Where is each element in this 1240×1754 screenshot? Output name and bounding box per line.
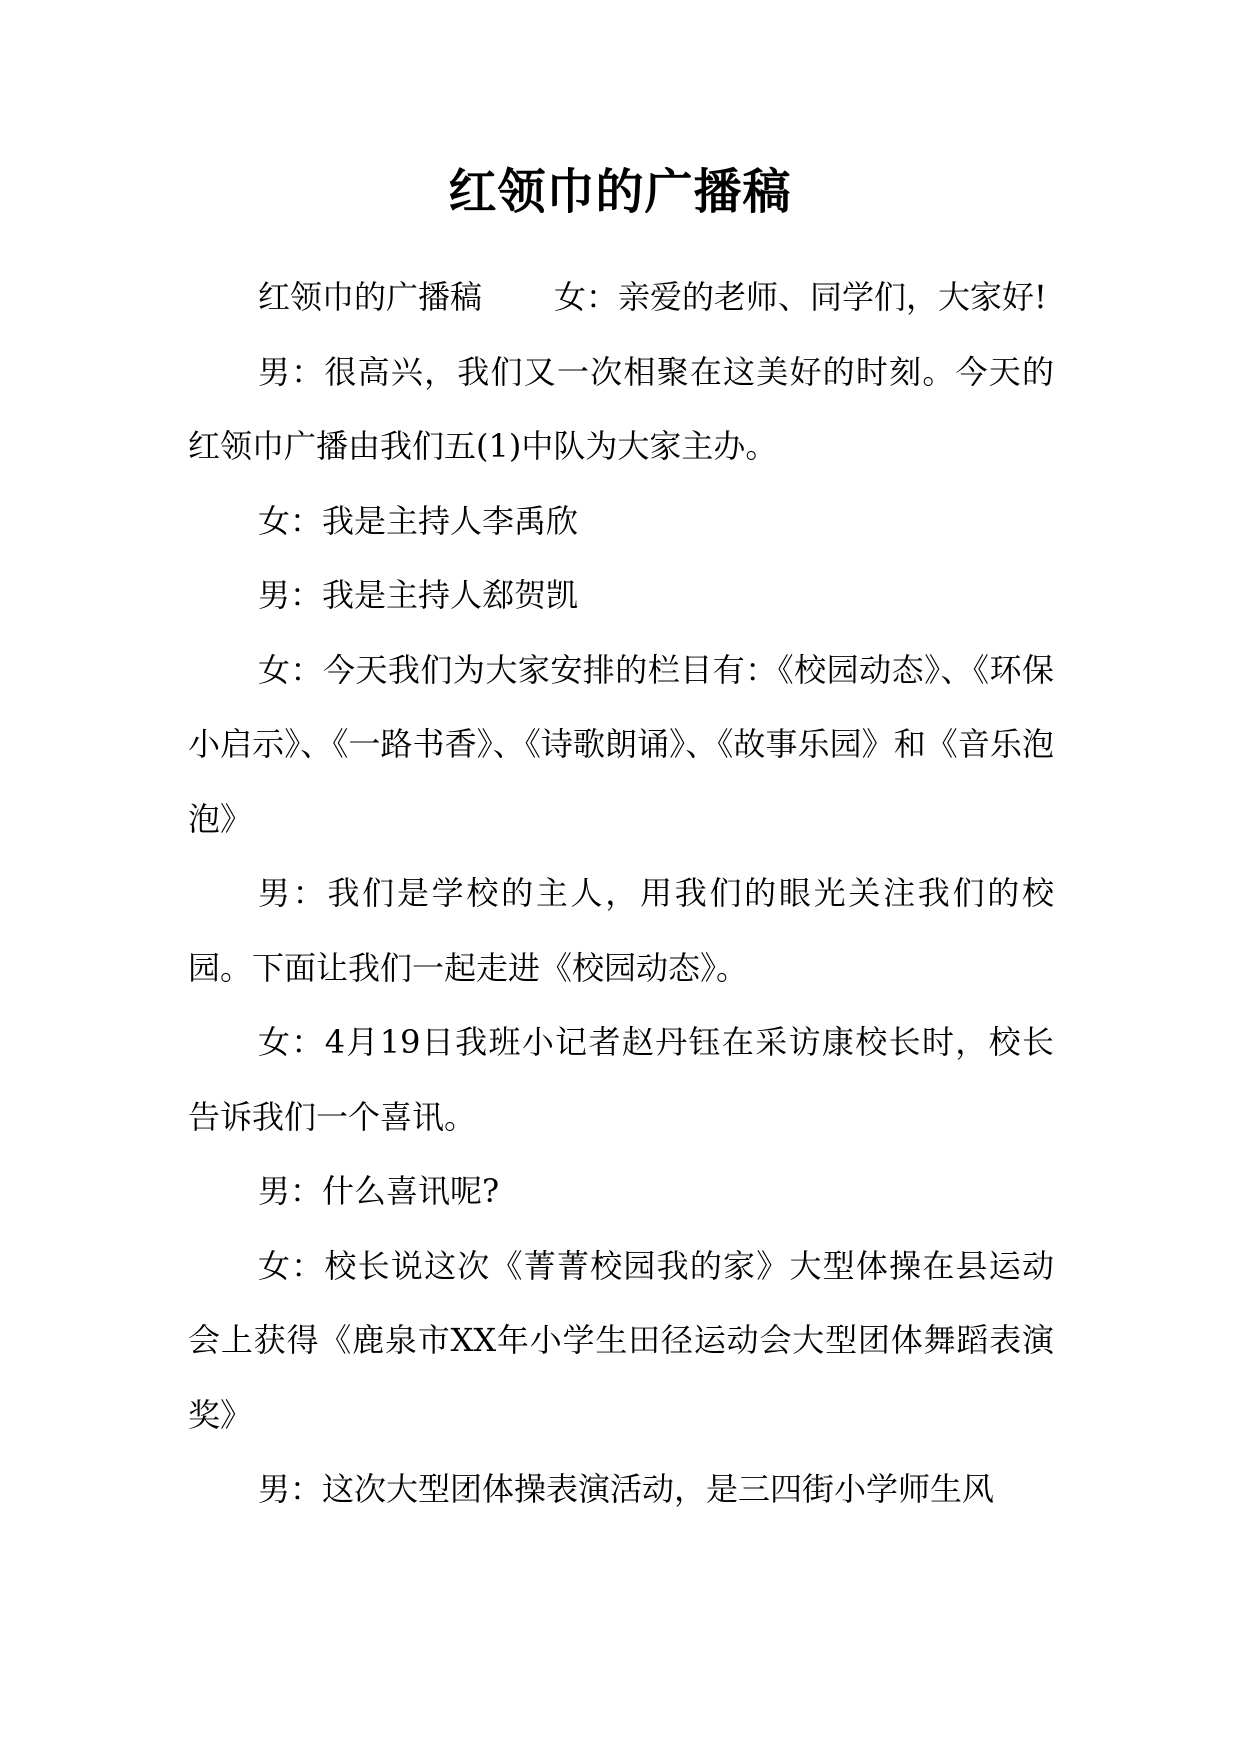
paragraph-6: 男：我们是学校的主人，用我们的眼光关注我们的校园。下面让我们一起走进《校园动态》。 [188,874,1054,987]
paragraph-9: 女：校长说这次《菁菁校园我的家》大型体操在县运动会上获得《鹿泉市XX年小学生田径运动会大型团体舞蹈表演奖》 [188,1246,1054,1434]
paragraph-1-text: 女：亲爱的老师、同学们，大家好! [554,278,1047,316]
paragraph-7: 女：4月19日我班小记者赵丹钰在采访康校长时，校长告诉我们一个喜讯。 [188,1023,1054,1136]
paragraph-10: 男：这次大型团体操表演活动，是三四街小学师生风 [258,1470,995,1508]
paragraph-8: 男：什么喜讯呢? [258,1172,500,1210]
paragraph-2: 男：很高兴，我们又一次相聚在这美好的时刻。今天的红领巾广播由我们五(1)中队为大家主办。 [188,352,1054,465]
document-title: 红领巾的广播稿 [448,164,792,220]
paragraph-4: 男：我是主持人郄贺凯 [258,576,579,614]
paragraph-1-lead: 红领巾的广播稿 [258,278,483,316]
paragraph-3: 女：我是主持人李禹欣 [258,501,579,540]
paragraph-5: 女：今天我们为大家安排的栏目有：《校园动态》、《环保小启示》、《一路书香》、《诗歌朗诵》、《故事乐园》和《音乐泡泡》 [188,650,1054,838]
paragraph-1 [188,260,1054,335]
document-body [188,260,1054,1527]
